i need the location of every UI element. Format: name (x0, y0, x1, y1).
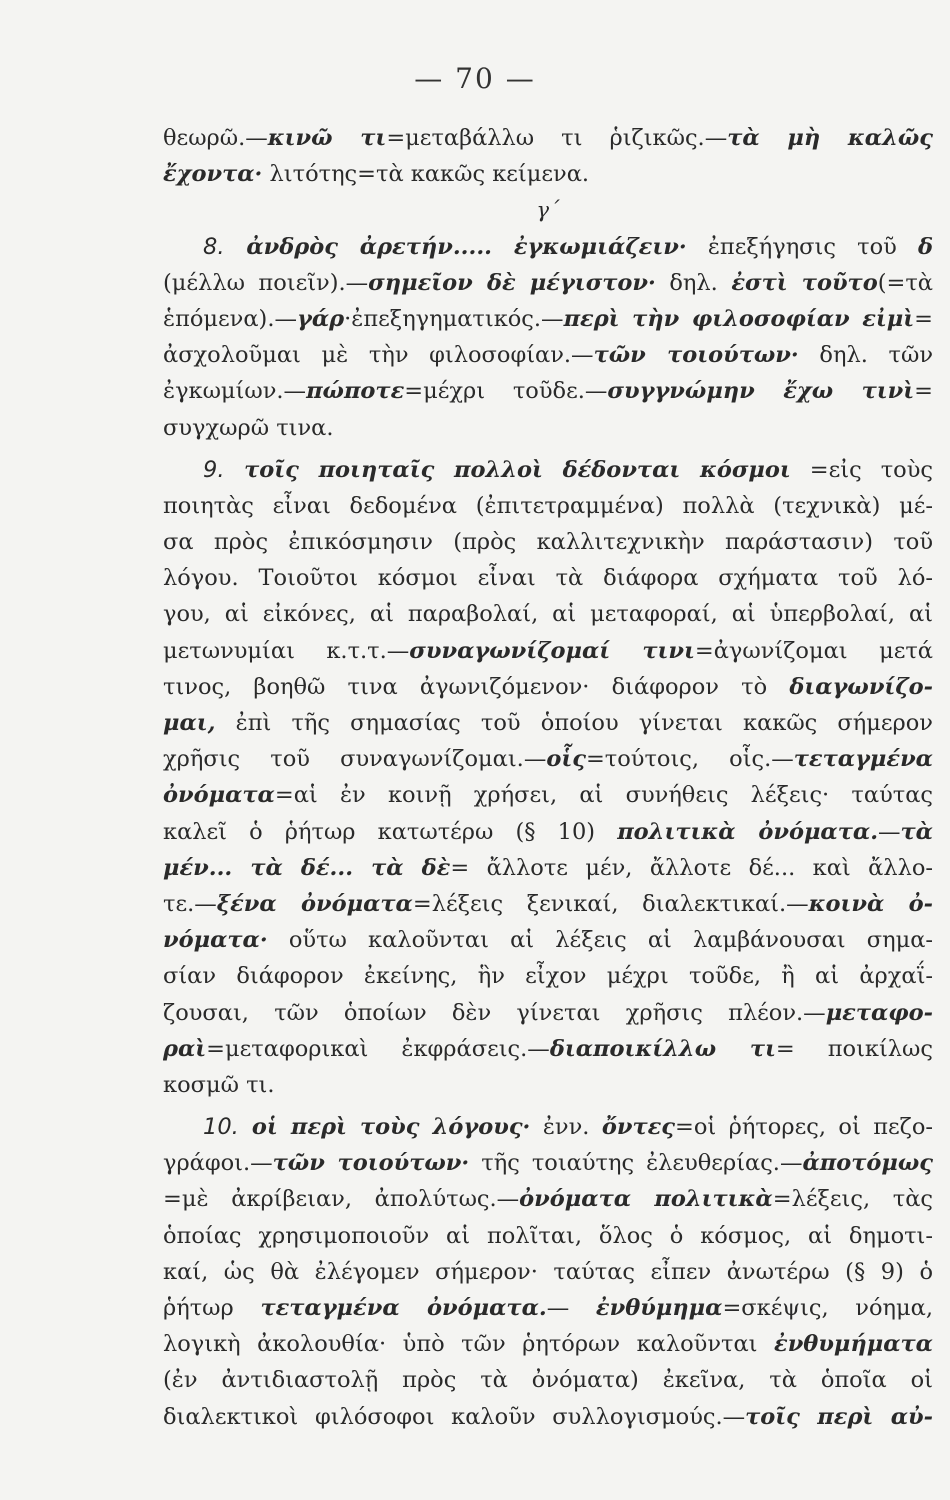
text-line (163, 633, 933, 669)
keyword: συγγνώμην ἔχω τινὶ (607, 378, 915, 405)
text-line (163, 995, 933, 1031)
text-line (163, 958, 933, 994)
text-line (163, 156, 933, 192)
commentary-segment: ῥήτωρ (163, 1295, 261, 1321)
keyword: οἱ περὶ τοὺς λόγους· (238, 1114, 531, 1141)
text-line (163, 265, 933, 301)
keyword: τὰ μὴ καλῶς (727, 125, 933, 151)
text-line (163, 777, 933, 813)
commentary-segment: =μέχρι τοῦδε.— (404, 378, 608, 405)
keyword: διαποικίλλω τι (549, 1035, 776, 1062)
keyword: 9. (203, 456, 225, 483)
keyword: συναγωνίζομαί τινι (409, 637, 695, 664)
commentary-segment: =λέξεις, τὰς (772, 1186, 933, 1213)
commentary-segment: =σκέψις, νόημα, (722, 1295, 933, 1321)
commentary-segment: =αἱ ἐν κοινῇ χρήσει, αἱ συνήθεις λέξεις· ταύτας (274, 782, 933, 809)
text-line (163, 410, 933, 446)
keyword: τεταγμένα ὀνόματα. (260, 1295, 547, 1321)
commentary-segment: ἀσχολοῦμαι μὲ τὴν φιλοσοφίαν.— (163, 342, 594, 369)
commentary-segment: =οἱ ῥήτορες, οἱ πεζο- (674, 1114, 933, 1141)
keyword: γάρ (297, 305, 345, 332)
commentary-segment: = (914, 305, 933, 332)
commentary-segment: καί, ὡς θὰ ἐλέγομεν σήμερον· ταύτας εἶπεν ἀνωτέρω (§ 9) ὁ (163, 1258, 933, 1285)
commentary-segment: = ποικίλως (775, 1035, 933, 1062)
commentary-segment: διαλεκτικοὶ φιλόσοφοι καλοῦν συλλογισμούς.— (163, 1403, 746, 1430)
keyword: ἀνδρὸς ἀρετήν..... ἐγκωμιάζειν· (224, 233, 687, 260)
commentary-segment: ἐνν. (530, 1114, 602, 1141)
keyword: μέν... τὰ δέ... τὰ δὲ (163, 854, 451, 881)
commentary-segment: σίαν διάφορον ἐκείνης, ἣν εἶχον μέχρι τοῦδε, ἢ αἱ ἀρχαΐ- (163, 963, 933, 990)
commentary-segment: ζουσαι, τῶν ὁποίων δὲν γίνεται χρῆσις πλέον.— (163, 999, 826, 1026)
commentary-segment: ἐπὶ τῆς σημασίας τοῦ ὁποίου γίνεται κακῶς σήμερον (215, 710, 933, 736)
commentary-segment: — (878, 818, 901, 845)
commentary-segment: ·ἐπεξηγηματικός.— (344, 305, 564, 332)
commentary-segment: — (546, 1295, 596, 1321)
commentary-segment: =τούτοις, οἷς.— (585, 746, 794, 773)
commentary-segment: =εἰς τοὺς (790, 456, 933, 483)
commentary-segment: =λέξεις ξενικαί, διαλεκτικαί.— (412, 890, 809, 917)
commentary-segment: τῆς τοιαύτης ἐλευθερίας.— (469, 1150, 803, 1177)
commentary-segment: λογικὴ ἀκολουθία· ὑπὸ τῶν ῥητόρων καλοῦνται (163, 1331, 775, 1358)
commentary-segment: = (914, 378, 933, 405)
keyword: τὰ (900, 818, 933, 845)
text-line (163, 886, 933, 922)
commentary-segment: γράφοι.— (163, 1150, 273, 1177)
keyword: 8. (203, 233, 225, 260)
keyword: κινῶ τι (267, 125, 387, 151)
keyword: ἐστὶ τοῦτο (731, 269, 878, 296)
commentary-segment: κοσμῶ τι. (163, 1071, 275, 1098)
commentary-segment: λιτότης=τὰ κακῶς κείμενα. (262, 161, 590, 188)
commentary-segment: τε.— (163, 890, 217, 917)
commentary-segment: (ἐν ἀντιδιαστολῇ πρὸς τὰ ὀνόματα) ἐκεῖνα, τὰ ὁποῖα οἱ (163, 1367, 933, 1394)
text-line (163, 120, 933, 156)
commentary-segment: θεωρῶ.— (163, 125, 268, 151)
commentary-segment: σα πρὸς ἐπικόσμησιν (πρὸς καλλιτεχνικὴν παράστασιν) τοῦ (163, 529, 933, 556)
text-line (163, 1218, 933, 1254)
keyword: οἷς (546, 746, 586, 773)
commentary-segment: =μὲ ἀκρίβειαν, ἀπολύτως.— (163, 1186, 520, 1213)
text-line (163, 1067, 933, 1103)
commentary-segment: μετωνυμίαι κ.τ.τ.— (163, 637, 410, 664)
text-line (163, 1254, 933, 1290)
text-line (163, 1326, 933, 1362)
text-line (163, 301, 933, 337)
commentary-segment: ἑπόμενα).— (163, 305, 297, 332)
commentary-text (163, 120, 933, 1435)
keyword: διαγωνίζο- (789, 673, 933, 700)
text-line (163, 1181, 933, 1217)
text-line (163, 1290, 933, 1326)
text-line (163, 229, 933, 265)
commentary-segment: = ἄλλοτε μέν, ἄλλοτε δέ... καὶ ἄλλο- (450, 854, 933, 881)
commentary-segment: τινος, βοηθῶ τινα ἀγωνιζόμενον· διάφορον τὸ (163, 673, 790, 700)
commentary-segment: συγχωρῶ τινα. (163, 414, 334, 441)
section-marker: γ΄ (536, 198, 560, 223)
keyword: ξένα ὀνόματα (216, 890, 413, 917)
keyword: ἀποτόμως (802, 1150, 933, 1177)
keyword: τῶν τοιούτων· (593, 342, 799, 369)
text-line (163, 922, 933, 958)
keyword: περὶ τὴν φιλοσοφίαν εἰμὶ (563, 305, 915, 332)
text-line (163, 560, 933, 596)
commentary-segment: χρῆσις τοῦ συναγωνίζομαι.— (163, 746, 547, 773)
keyword: τοῖς ποιηταῖς πολλοὶ δέδονται κόσμοι (224, 456, 791, 483)
keyword: σημεῖον δὲ μέγιστον· (368, 269, 656, 296)
commentary-segment: ποιητὰς εἶναι δεδομένα (ἐπιτετραμμένα) πολλὰ (τεχνικὰ) μέ- (163, 492, 933, 519)
text-line (163, 669, 933, 705)
commentary-segment: =μεταβάλλω τι ῥιζικῶς.— (386, 125, 728, 151)
text-line (163, 337, 933, 373)
text-line (163, 850, 933, 886)
keyword: ὀνόματα (163, 782, 275, 809)
keyword: δ (917, 233, 933, 260)
commentary-segment: =μεταφορικαὶ ἐκφράσεις.— (206, 1035, 550, 1062)
commentary-segment: =ἀγωνίζομαι μετά (694, 637, 933, 664)
text-line (163, 373, 933, 409)
keyword: νόματα· (163, 927, 268, 954)
commentary-segment: λόγου. Τοιοῦτοι κόσμοι εἶναι τὰ διάφορα σχήματα τοῦ λό- (163, 565, 933, 592)
page-number: — 70 — (414, 62, 536, 95)
text-line (163, 1031, 933, 1067)
text-line (163, 488, 933, 524)
text-line (163, 1145, 933, 1181)
keyword: πώποτε (306, 378, 405, 405)
text-line (163, 814, 933, 850)
keyword: ὀνόματα πολιτικὰ (519, 1186, 773, 1213)
text-line (163, 741, 933, 777)
keyword: τεταγμένα (793, 746, 933, 773)
text-line (163, 1399, 933, 1435)
keyword: ἔχοντα· (163, 161, 263, 188)
keyword: 10. (203, 1114, 239, 1141)
keyword: μαι, (163, 710, 216, 736)
keyword: πολιτικὰ ὀνόματα. (617, 818, 879, 845)
keyword: τοῖς περὶ αὐ- (745, 1403, 933, 1430)
commentary-segment: ἐπεξήγησις τοῦ (686, 233, 918, 260)
keyword: ἐνθύμημα (595, 1295, 723, 1321)
commentary-segment: γου, αἱ εἰκόνες, αἱ παραβολαί, αἱ μεταφοραί, αἱ ὑπερβολαί, αἱ (163, 601, 933, 628)
commentary-segment: (μέλλω ποιεῖν).— (163, 269, 369, 296)
keyword: ὄντες (601, 1114, 675, 1141)
text-line (163, 596, 933, 632)
commentary-segment: δηλ. τῶν (798, 342, 933, 369)
commentary-segment: δηλ. (655, 269, 732, 296)
commentary-segment: (=τὰ (877, 269, 933, 296)
keyword: τῶν τοιούτων· (272, 1150, 470, 1177)
commentary-segment: οὕτω καλοῦνται αἱ λέξεις αἱ λαμβάνουσαι σημα- (267, 927, 933, 954)
commentary-segment: ἐγκωμίων.— (163, 378, 307, 405)
keyword: κοινὰ ὀ- (808, 890, 933, 917)
text-line (163, 1109, 933, 1145)
text-line (163, 524, 933, 560)
text-line (163, 705, 933, 741)
text-line (163, 452, 933, 488)
keyword: ραὶ (163, 1035, 207, 1062)
keyword: μεταφο- (825, 999, 933, 1026)
keyword: ἐνθυμήματα (774, 1331, 933, 1358)
commentary-segment: καλεῖ ὁ ῥήτωρ κατωτέρω (§ 10) (163, 818, 618, 845)
commentary-segment: ὁποίας χρησιμοποιοῦν αἱ πολῖται, ὅλος ὁ κόσμος, αἱ δημοτι- (163, 1222, 933, 1249)
text-line (163, 1362, 933, 1398)
